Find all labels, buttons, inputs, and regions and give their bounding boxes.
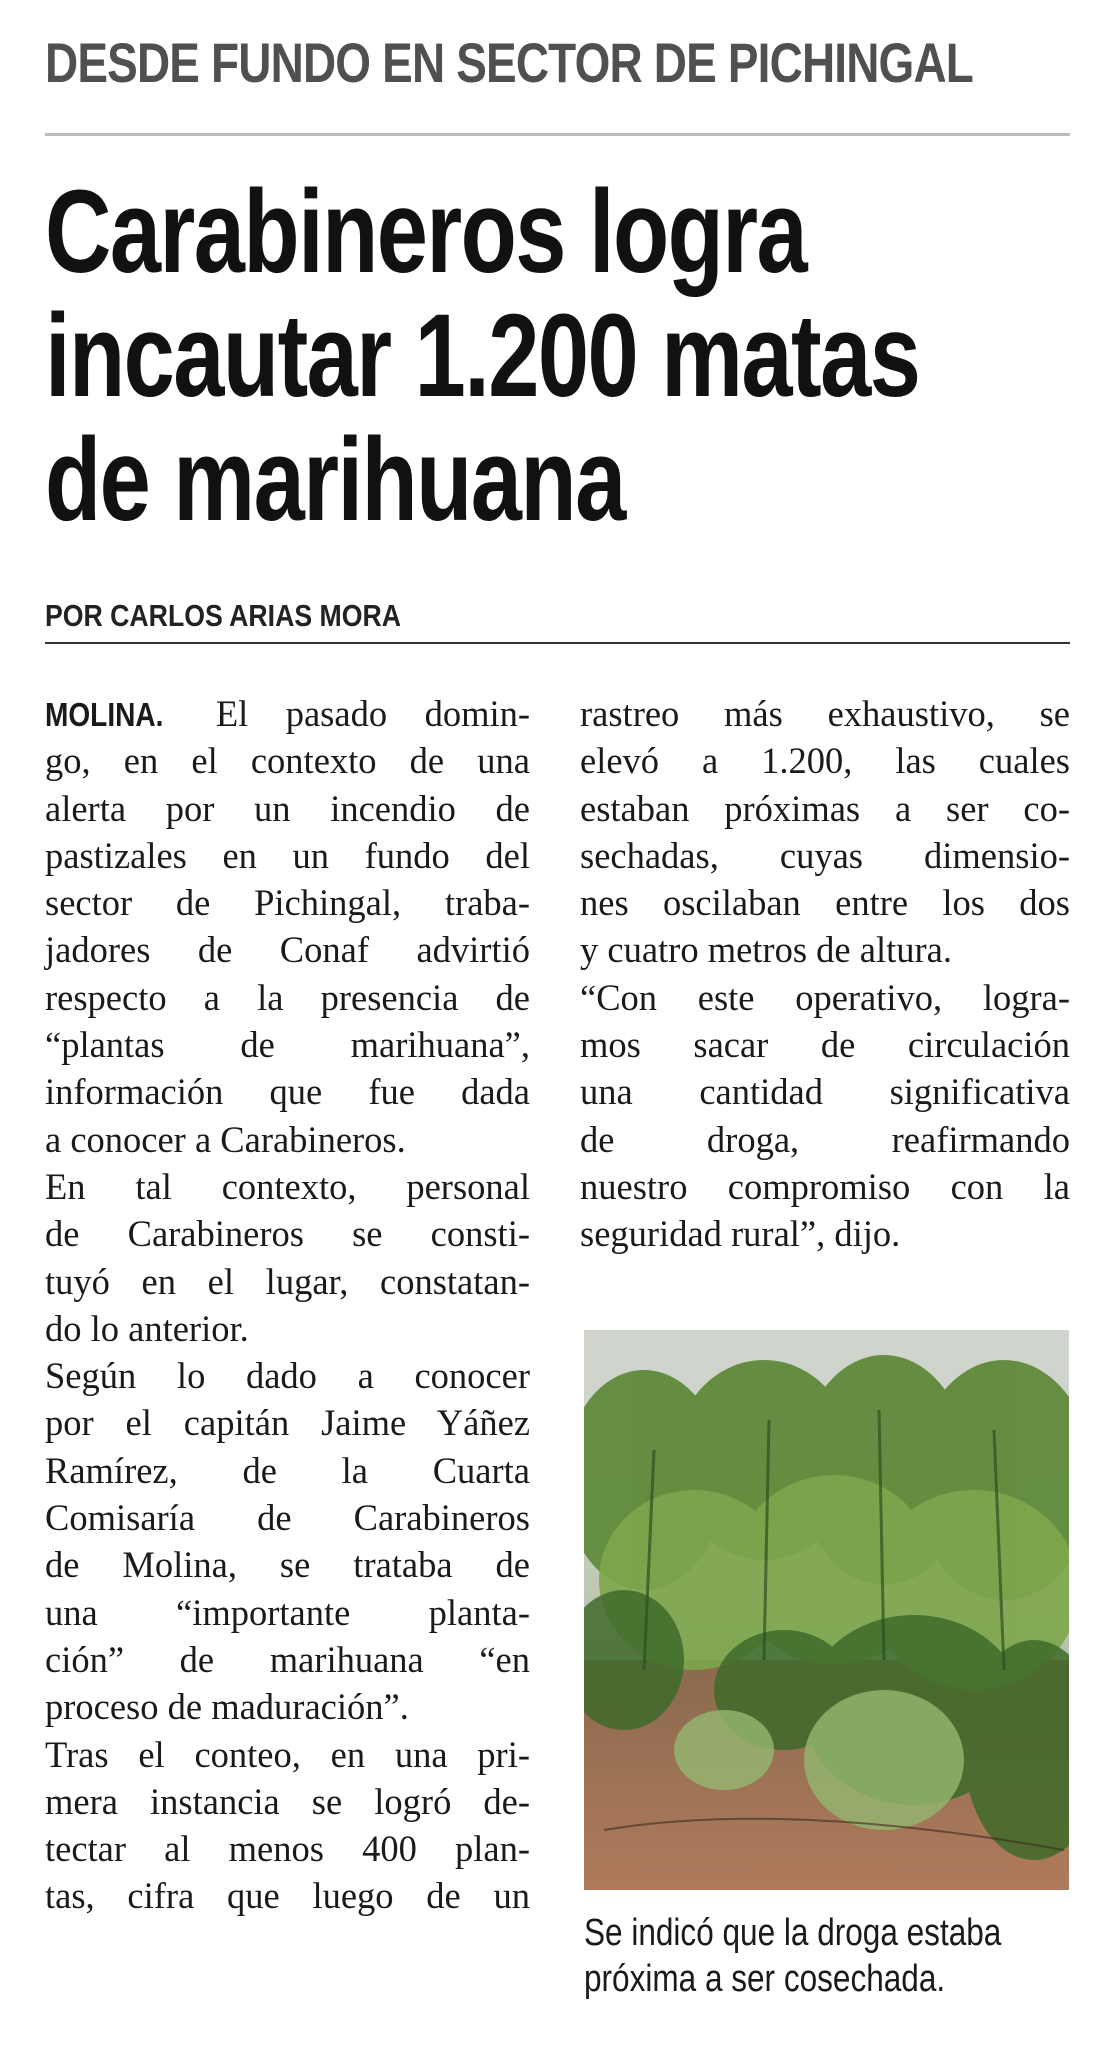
body-line: Tras el conteo, en una pri- xyxy=(45,1733,530,1775)
body-line: “plantas de marihuana”, xyxy=(45,1024,530,1066)
headline-line: incautar 1.200 matas xyxy=(45,290,920,422)
body-line: información que fue dada xyxy=(45,1071,530,1113)
caption-line: Se indicó que la droga estaba xyxy=(584,1912,1002,1954)
body-line: sector de Pichingal, traba- xyxy=(45,882,530,924)
body-line: respecto a la presencia de xyxy=(45,976,530,1018)
marijuana-plants-photo xyxy=(584,1330,1069,1890)
body-line xyxy=(45,690,530,737)
body-line: nes oscilaban entre los dos xyxy=(580,882,1070,924)
headline-line: Carabineros logra xyxy=(45,166,807,298)
top-rule xyxy=(45,133,1070,136)
body-line: do lo anterior. xyxy=(45,1307,249,1349)
body-column-right xyxy=(580,690,1070,1258)
body-line: de droga, reafirmando xyxy=(580,1118,1070,1160)
body-line: Ramírez, de la Cuarta xyxy=(45,1449,530,1491)
body-line: tuyó en el lugar, constatan- xyxy=(45,1260,530,1302)
body-line: proceso de maduración”. xyxy=(45,1686,409,1728)
body-line: seguridad rural”, dijo. xyxy=(580,1213,901,1255)
body-line: de Molina, se trataba de xyxy=(45,1544,530,1586)
dateline: MOLINA. xyxy=(45,696,164,733)
body-line: mos sacar de circulación xyxy=(580,1024,1070,1066)
caption-line: próxima a ser cosechada. xyxy=(584,1958,946,2000)
kicker: DESDE FUNDO EN SECTOR DE PICHINGAL xyxy=(45,31,974,94)
body-line: ción” de marihuana “en xyxy=(45,1638,530,1680)
body-line: estaban próximas a ser co- xyxy=(580,787,1070,829)
body-line: pastizales en un fundo del xyxy=(45,834,530,876)
body-line: En tal contexto, personal xyxy=(45,1165,530,1207)
body-line: tectar al menos 400 plan- xyxy=(45,1828,530,1870)
body-line: a conocer a Carabineros. xyxy=(45,1118,406,1160)
body-line: nuestro compromiso con la xyxy=(580,1165,1070,1207)
body-line: y cuatro metros de altura. xyxy=(580,929,952,971)
body-line: una cantidad significativa xyxy=(580,1071,1070,1113)
headline xyxy=(45,166,1020,546)
body-line: rastreo más exhaustivo, se xyxy=(580,693,1070,734)
body-line: mera instancia se logró de- xyxy=(45,1780,530,1822)
body-line: “Con este operativo, logra- xyxy=(580,976,1070,1018)
body-line: Comisaría de Carabineros xyxy=(45,1497,530,1539)
body-line: de Carabineros se consti- xyxy=(45,1213,530,1255)
body-line: jadores de Conaf advirtió xyxy=(45,929,530,971)
byline: POR CARLOS ARIAS MORA xyxy=(45,598,401,633)
photo-caption xyxy=(584,1910,1082,2002)
body-line: go, en el contexto de una xyxy=(45,740,530,782)
body-line: Según lo dado a conocer xyxy=(45,1355,530,1397)
body-line: una “importante planta- xyxy=(45,1591,530,1633)
body-line: elevó a 1.200, las cuales xyxy=(580,740,1070,782)
byline-rule xyxy=(45,642,1070,644)
headline-line: de marihuana xyxy=(45,414,625,546)
body-line-text: El pasado domin- xyxy=(215,693,530,734)
body-line: alerta por un incendio de xyxy=(45,787,530,829)
body-line: tas, cifra que luego de un xyxy=(45,1875,530,1917)
photo-illustration xyxy=(584,1330,1069,1890)
body-line: sechadas, cuyas dimensio- xyxy=(580,834,1070,876)
body-line: por el capitán Jaime Yáñez xyxy=(45,1402,530,1444)
body-column-left xyxy=(45,690,530,1920)
